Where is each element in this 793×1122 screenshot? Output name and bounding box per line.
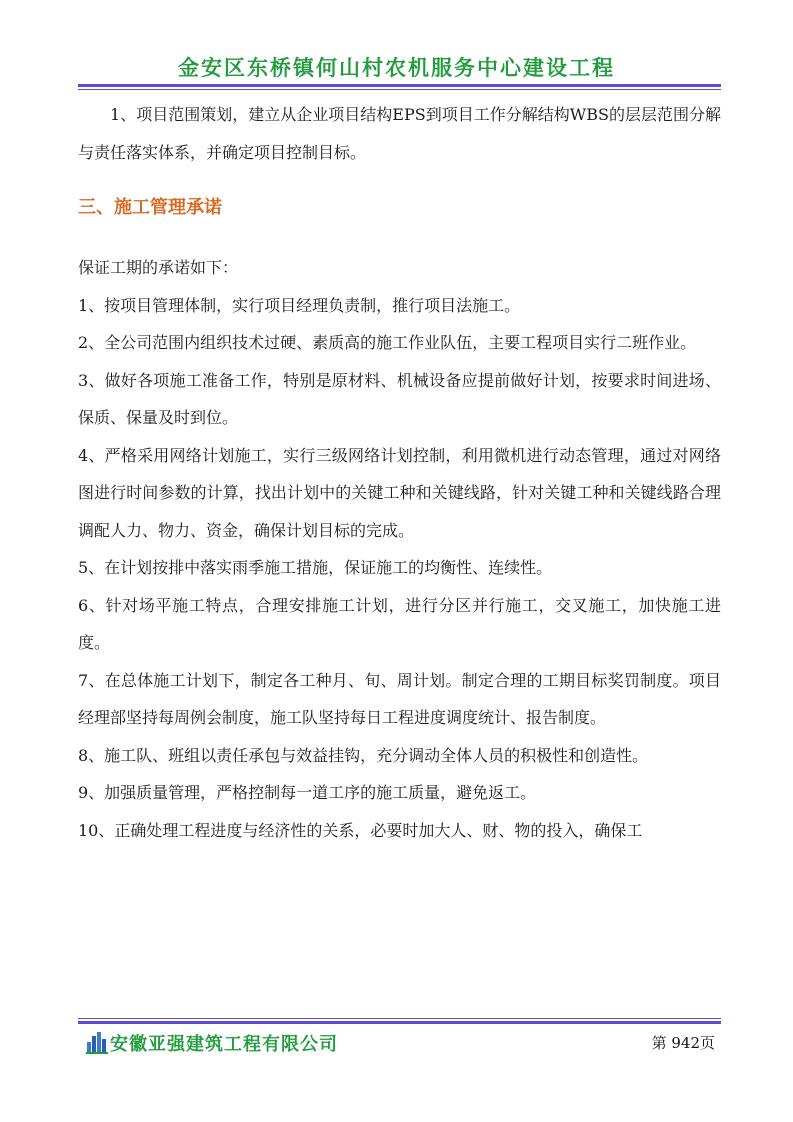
header-rule bbox=[78, 84, 721, 90]
list-item: 7、在总体施工计划下，制定各工种月、旬、周计划。制定合理的工期目标奖罚制度。项目经理部坚持每周例会制度，施工队坚持每日工程进度调度统计、报告制度。 bbox=[78, 670, 721, 727]
document-header-title: 金安区东桥镇何山村农机服务中心建设工程 bbox=[178, 55, 615, 80]
document-body bbox=[78, 96, 721, 849]
list-item: 8、施工队、班组以责任承包与效益挂钩，充分调动全体人员的积极性和创造性。 bbox=[78, 745, 649, 765]
list-item: 1、按项目管理体制，实行项目经理负责制，推行项目法施工。 bbox=[78, 295, 521, 315]
list-item: 9、加强质量管理，严格控制每一道工序的施工质量，避免返工。 bbox=[78, 783, 537, 802]
footer-rule bbox=[78, 1018, 721, 1024]
list-item: 10、正确处理工程进度与经济性的关系，必要时加大人、财、物的投入，确保工 bbox=[78, 820, 643, 840]
section-heading: 三、施工管理承诺 bbox=[78, 197, 222, 218]
list-item: 5、在计划按排中落实雨季施工措施，保证施工的均衡性、连续性。 bbox=[78, 558, 553, 577]
lead-paragraph: 保证工期的承诺如下： bbox=[78, 258, 239, 277]
document-footer bbox=[78, 1028, 721, 1058]
list-item: 4、严格采用网络计划施工，实行三级网络计划控制，利用微机进行动态管理，通过对网络图进行时间参数的计算，找出计划中的关键工种和关键线路，针对关键工种和关键线路合理调配人力、物力、资金，确保计划目标的完成。 bbox=[78, 445, 721, 540]
page-number: 第 942页 bbox=[651, 1034, 715, 1052]
company-name: 安徽亚强建筑工程有限公司 bbox=[110, 1034, 338, 1055]
list-item: 2、全公司范围内组织技术过硬、素质高的施工作业队伍，主要工程项目实行二班作业。 bbox=[78, 333, 697, 352]
list-item: 3、做好各项施工准备工作，特别是原材料、机械设备应提前做好计划，按要求时间进场、保质、保量及时到位。 bbox=[78, 370, 721, 427]
list-item: 6、针对场平施工特点，合理安排施工计划，进行分区并行施工，交叉施工，加快施工进度。 bbox=[78, 595, 721, 652]
building-logo-icon bbox=[86, 1030, 108, 1054]
intro-paragraph: 1、项目范围策划，建立从企业项目结构EPS到项目工作分解结构WBS的层层范围分解与责任落实体系，并确定项目控制目标。 bbox=[78, 105, 721, 162]
